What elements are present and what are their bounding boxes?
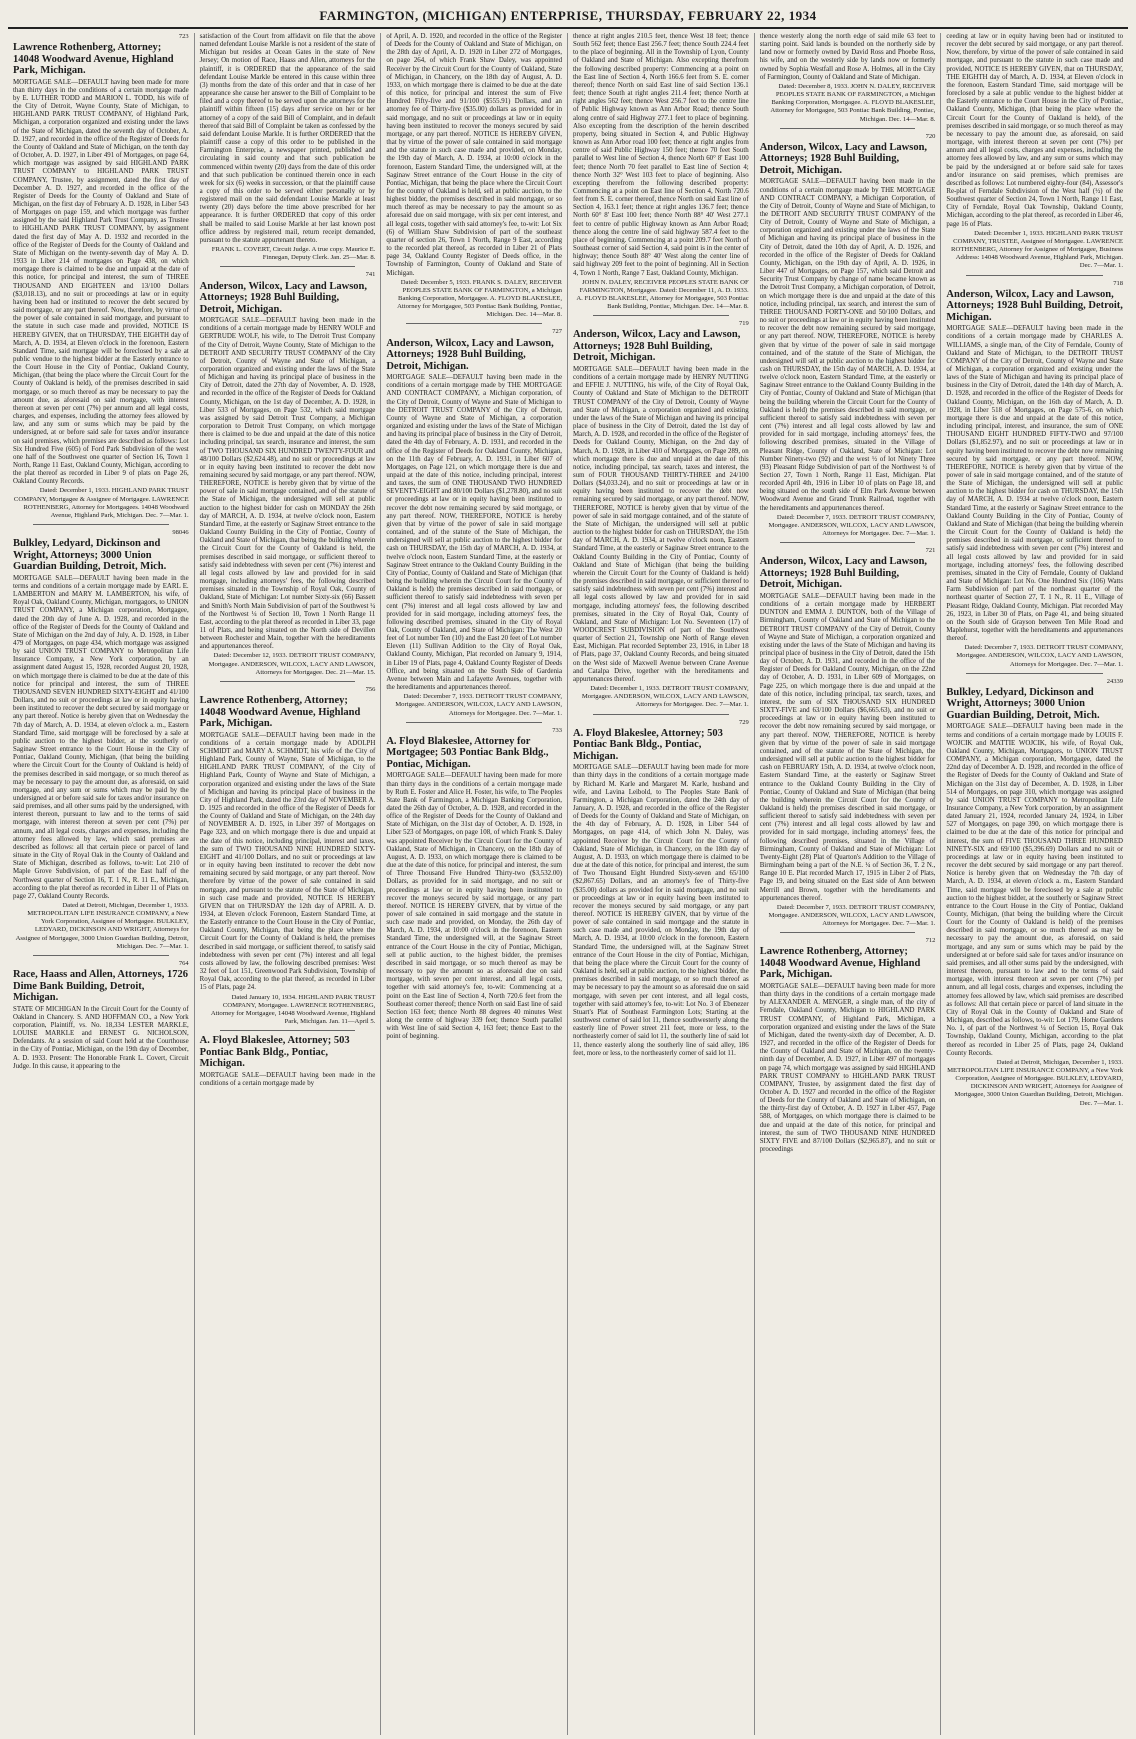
notice-heading: Lawrence Rothenberg, Attorney; 14048 Woodward Avenue, Highland Park, Michigan. [13, 42, 174, 77]
notice-body: MORTGAGE SALE—DEFAULT having been made in the conditions of a certain mortgage made by [199, 1071, 376, 1087]
notice-heading: Lawrence Rothenberg, Attorney; 14048 Woodward Avenue, Highland Park, Michigan. [199, 695, 361, 730]
notice-body: MORTGAGE SALE—DEFAULT having been made in the conditions of a certain mortgage made by ADOLPH SCHMIDT and MARY A. SCHMIDT, his wife of the City of Highland Park, County of Wayne, State of Michigan, to the HIGHLAND PARK TRUST COMPANY, of the City of Highland Park, County of Wayne and State of Michigan, a corporation organized and existing under the laws of the State of Michigan and having its principal place of business in the City of Highland Park, dated the 23rd day of NOVEMBER A. D. 1925 and recorded in the office of the Register of Deeds for the County of Oakland and State of Michigan, on the 24th day of NOVEMBER A. D. 1925, in Liber 397 of Mortgages on Page 323, and on which mortgage there is due and unpaid at the date of this notice, including principal, interest and taxes, the sum of TWO THOUSAND NINE HUNDRED SIXTY-EIGHT and 41/100 Dollars, and no suit or proceedings at law or in equity having been instituted to recover the debt now remaining secured by said mortgage, or any part thereof. Now therefore by virtue of the power of sale contained in said mortgage, and pursuant to the statute of the State of Michigan, in such case made and provided, NOTICE IS HEREBY GIVEN that on THURSDAY the 12th day of APRIL A. D. 1934, at Eleven o'clock Forenoon, Eastern Standard Time, at the Easterly entrance to the Court House in the City of Pontiac, Oakland County, Michigan, that being the place where the Circuit Court for the County of Oakland is held, the premises described in said mortgage, or sufficient thereof, to satisfy said indebtedness with seven per cent (7%) interest and all legal costs allowed by law, the following described premises: West 32 feet of Lot 151, Greenwood Park Subdivision, Township of Royal Oak, according to the plat thereof, as recorded in Liber 15 of Plats, page 24. [199, 731, 376, 992]
notice-heading: Anderson, Wilcox, Lacy and Lawson, Attorneys; 1928 Buhl Building, Detroit, Michigan. [386, 337, 554, 372]
legal-notice [573, 320, 749, 709]
notice-signature: Dated: December 7, 1933. DETROIT TRUST COMPANY, Mortgagee. ANDERSON, WILCOX, LACY AND LAWSON, Attorneys for Mortgagee. Dec. 7—Mar. 1. [956, 644, 1124, 668]
notice-number: 729 [738, 718, 749, 726]
notice-number: 756 [365, 685, 376, 693]
notice-number: 719 [738, 320, 749, 328]
notice-body: of April, A. D. 1920, and recorded in the office of the Register of Deeds for the County of Oakland and State of Michigan, on the 28th day of April, A. D. 1920 in Liber 272 of Mortgages, on page 264, of which Frank Shaw Daley, was appointed Receiver by the Circuit Court for the County of Oakland, State of Michigan, in Chancery, on the 18th day of August, A. D. 1933, on which mortgage there is claimed to be due at the date of this notice, for principal and interest the sum of Five Hundred Fifty-five and 91/100 ($555.91) Dollars, and an attorney fee of Thirty-five ($35.00) dollars as provided for in said mortgage, and no suit or proceedings at law or in equity having been instituted to recover the moneys secured by said mortgage, or any part thereof. NOTICE IS HEREBY GIVEN, that by virtue of the power of sale contained in said mortgage and the statute in such case made and provided, on Monday, the 19th day of March, A. D. 1934, at 10:00 o'clock in the forenoon, Eastern Standard Time, the undersigned will, at the Saginaw Street entrance of the Court House in the city of Pontiac, Michigan, that being the place where the Circuit Court for the county of Oakland is held, sell at public auction, to the highest bidder, the premises described in said mortgage, or so much thereof as may be necessary to pay the amount so as aforesaid due on said mortgage, with six per cent interest, and all legal costs, together with said attorney's fee, to-wit: Lot Six (6) of William Shaw Subdivision of part of the southeast quarter of section 26, Town 1 North, Range 9 East, according to the recorded plat thereof, as recorded in Liber 21 of Plats page 34, Oakland County Register of Deeds office, in the Township of Farmington, County of Oakland and State of Michigan. [386, 33, 563, 277]
notice-signature: Dated: December 1, 1933. HIGHLAND PARK TRUST COMPANY, Mortgagee & Assignee of Mortgagee. LAWRENCE ROTHENBERG, Attorney for Mortgagees. 14048 Woodward Avenue, Highland Park, Michigan. Dec. 7—Mar. 1. [13, 487, 189, 519]
notice-signature: JOHN N. DALEY, RECEIVER PEOPLES STATE BANK OF FARMINGTON, Mortgagee. Dated: December 11, A. D. 1933. A. FLOYD BLAKESLEE, Attorney for Mortgagee, 503 Pontiac Bank Building, Pontiac, Michigan. Dec. 14—Mar. 8. [576, 278, 749, 311]
notice-body: MORTGAGE SALE—DEFAULT having been made in the conditions of a certain mortgage made by THE MORTGAGE AND CONTRACT COMPANY, a Michigan corporation, of the City of Detroit, County of Wayne and State of Michigan to the DETROIT TRUST COMPANY of the City of Detroit, County of Wayne and State of Michigan, a corporation organized and existing under the laws of the State of Michigan and having its principal place of business in the City of Detroit, dated the 4th day of February, A. D. 1931, and recorded in the office of the Register of Deeds for Oakland County, Michigan, on the 11th day of February, A. D. 1931, in Liber 607 of Mortgages, on Page 121, on which mortgage there is due and unpaid at the date of this notice, including principal, interest and taxes, the sum of ONE THOUSAND TWO HUNDRED SEVENTY-EIGHT and 80/100 Dollars ($1,278.80), and no suit or proceedings at law or in equity having been instituted to recover the debt now remaining secured by said mortgage, or any part thereof. NOW, THEREFORE, NOTICE is hereby given that by virtue of the power of sale in said mortgage contained, and of the statute of the State of Michigan, the undersigned will sell at public auction to the highest bidder for cash on THURSDAY, the 15th day of MARCH, A. D. 1934, at twelve o'clock noon, Eastern Standard Time, at the easterly or Saginaw Street entrance to the Oakland County Building in the City of Pontiac, County of Oakland and State of Michigan (that being the building wherein the Circuit Court for the County of Oakland is held) the premises described in said mortgage, or sufficient thereof to satisfy said indebtedness with seven per cent (7%) interest and all legal costs allowed by law and provided for in said mortgage, including attorneys' fees, the following described premises, situated in the City of Royal Oak, County of Oakland, and State of Michigan: The West 20 feet of Lot number Ten (10) and the East 20 feet of Lot number Eleven (11) Sullivan Addition to the City of Royal Oak, Oakland County, Michigan, Plat recorded on January 9, 1914, in Liber 19 of Plats, page 4, Oakland County Register of Deeds Office, and being situated on the South Side of Gardenia Avenue between Main and Lafayette Avenues, together with the hereditaments and appurtenances thereof. [386, 374, 563, 692]
legal-notice [946, 280, 1123, 669]
notice-signature: Dated: December 1, 1933. HIGHLAND PARK TRUST COMPANY, TRUSTEE, Assignee of Mortgagee. LAWRENCE ROTHENBERG, Attorney for Assignee of Mortgagee, Business Address: 14048 Woodward Avenue, Highland Park, Michigan. Dec. 7—Mar. 1. [951, 229, 1124, 270]
notice-body: thence westerly along the north edge of said mile 63 feet to starting point. Said lands is bounded on the northerly side by land now or formerly owned by David Ross and Phoebe Ross, his wife, and on the westerly side by lands now or formerly owned by Sophia Westfall and Rose A. Holmes, all in the City of Farmington, County of Oakland and State of Michigan. [759, 33, 936, 81]
notice-divider [33, 955, 169, 956]
notice-number: 721 [925, 547, 936, 555]
legal-notice [200, 33, 376, 262]
notice-divider [220, 1030, 356, 1031]
notice-signature: Dated: December 7, 1933. DETROIT TRUST COMPANY, Mortgagee. ANDERSON, WILCOX, LACY AND LAWSON, Attorneys for Mortgagee. Dec. 7—Mar. 1. [768, 903, 936, 928]
notice-signature: Dated: December 7, 1933. DETROIT TRUST COMPANY, Mortgagee. ANDERSON, WILCOX, LACY AND LAWSON, Attorneys for Mortgagee. Dec. 7—Mar. 1. [768, 513, 936, 538]
notice-divider [780, 542, 916, 543]
column-5 [755, 33, 942, 1735]
notice-number: 98046 [172, 529, 189, 537]
notice-number: 733 [552, 726, 563, 734]
notice-body: MORTGAGE SALE—DEFAULT having been made in the terms and conditions of a certain mortgage made by LOUIS F. WOJCIK and MATTIE WOJCIK, his wife, of Royal Oak, Oakland County, Michigan, Mortgagors, to UNION TRUST COMPANY, a Michigan corporation, Mortgagee, dated the 22nd day of December A. D. 1928, and recorded in the office of the Register of Deeds for the County of Oakland and State of Michigan on the 31st day of December, A. D. 1928, in Liber 514 of Mortgages, on page 310, which mortgage was assigned by said UNION TRUST COMPANY to Metropolitan Life Insurance Company, a New York corporation, by an assignment dated January 21, 1924, recorded January 24, 1924, in Liber 527 of Mortgages, on page 390, on which mortgage there is claimed to be due at the date of this notice for principal and interest, the sum of FIVE THOUSAND THREE HUNDRED NINETY-SIX and 69/100 ($5,396.69) Dollars and no suit or proceedings at law or in equity having been instituted to recover the debt secured by said mortgage or any part thereof. Notice is hereby given that on Wednesday the 7th day of March, A. D. 1934, at eleven o'clock a. m., Eastern Standard Time, said mortgage will be foreclosed by a sale at public auction to the highest bidder, at the southerly or Saginaw Street entrance to the Court House in the City of Pontiac, Oakland County, Michigan, (that being the building where the Circuit Court for the County of Oakland is held) of the premises described in said mortgage, or so much thereof as may be necessary to pay the amount due, as aforesaid, on said mortgage, and any sum or sums which may be paid by the undersigned at or before said sale for taxes and/or insurance on said premises, and all other sums paid by the undersigned, with interest thereon, pursuant to law and to the terms of said mortgage, with interest thereon at seven per cent (7%) per annum, and all legal costs, charges and expenses, including the attorney fees allowed by law, which said premises are described as follows: All that certain piece or parcel of land situate in the City of Royal Oak in the County of Oakland and State of Michigan, described as follows, to-wit: Lot 179, Home Gardens No. 1, of part of the Northwest ¼ of Section 15, Royal Oak Township, Oakland County, Michigan, according to the plat thereof as recorded in Liber 25 of Plats, page 24, Oakland County Records. [946, 723, 1124, 1057]
notice-signature: Dated at Detroit, Michigan, December 1, 1933. METROPOLITAN LIFE INSURANCE COMPANY, a New York Corporation, Assignee of Mortgagee. BULKLEY, LEDYARD, DICKINSON AND WRIGHT, Attorneys for Assignee of Mortgagee, 3000 Union Guardian Building, Detroit, Michigan. Dec. 7—Mar. 1. [15, 902, 189, 950]
notice-divider [780, 932, 916, 933]
notice-signature: Dated at Detroit, Michigan, December 1, 1933. METROPOLITAN LIFE INSURANCE COMPANY, a New York Corporation, Assignee of Mortgagee. BULKLEY, LEDYARD, DICKINSON AND WRIGHT, Attorneys for Assignee of Mortgagee, 3000 Union Guardian Building, Detroit, Michigan. Dec. 7—Mar. 1. [947, 1058, 1124, 1107]
notice-heading: A. Floyd Blakeslee, Attorney; 503 Pontiac Bank Bldg., Pontiac, Michigan. [573, 727, 723, 762]
notice-heading: Bulkley, Ledyard, Dickinson and Wright, Attorneys; 3000 Union Guardian Building, Detroit, Mich. [946, 686, 1100, 721]
notice-heading: A. Floyd Blakeslee, Attorney for Mortgagee; 503 Pontiac Bank Bldg., Pontiac, Michigan. [386, 735, 549, 770]
legal-notice [200, 686, 376, 1026]
notice-signature: Dated: December 12, 1933. DETROIT TRUST COMPANY, Mortgagee. ANDERSON, WILCOX, LACY AND LAWSON, Attorneys for Mortgagee. Dec. 21—Mar. 15. [208, 652, 376, 676]
notice-signature: Dated: December 7, 1933. DETROIT TRUST COMPANY, Mortgagee. ANDERSON, WILCOX, LACY AND LAWSON, Attorneys for Mortgagee. Dec. 7—Mar. 1. [395, 693, 563, 717]
notice-heading: Anderson, Wilcox, Lacy and Lawson, Attorneys; 1928 Buhl Building, Detroit, Michigan. [946, 288, 1123, 323]
notice-body: MORTGAGE SALE—DEFAULT having been made in the conditions of a certain mortgage made by HENRY WOLF and GERTRUDE WOLF, his wife, to The Detroit Trust Company of the City of Detroit, Wayne County, State of Michigan to the DETROIT AND SECURITY TRUST COMPANY of the City of Detroit, County of Wayne and State of Michigan, a corporation organized and existing under the laws of the State of Michigan and having its principal place of business in the City of Detroit, dated the 27th day of November, A. D. 1928, and recorded in the office of the Register of Deeds for Oakland County, Michigan, on the 1st day of December, A. D. 1928, in Liber 533 of Mortgages, on Page 532, which said mortgage was assigned by said Detroit Trust Company, a Michigan corporation to Detroit Trust Company, on which mortgage there is claimed to be due and unpaid at the date of this notice including principal, tax search, insurance and interest, the sum of TWO THOUSAND SIX HUNDRED TWENTY-FOUR and 48/100 Dollars ($2,624.48), and no suit or proceedings at law or in equity having been instituted to recover the debt now remaining secured by said mortgage, or any part thereof. NOW, THEREFORE, NOTICE is hereby given that by virtue of the power of sale in said mortgage contained, and of the statute of the State of Michigan, the undersigned will sell at public auction to the highest bidder for cash on MONDAY the 26th day of MARCH, A. D. 1934, at twelve o'clock noon, Eastern Standard Time, at the easterly or Saginaw Street entrance to the Oakland County Building in the City of Pontiac, County of Oakland and State of Michigan, that being the building wherein the Circuit Court for the County of Oakland is held, the premises described in said mortgage, or sufficient thereof to satisfy said indebtedness with seven per cent (7%) interest and all legal costs allowed by law and provided for in said mortgage, including attorneys' fees, the following described premises situated in the Township of Royal Oak, County of Oakland, State of Michigan: Lot number Sixty-six (66) Bassett and Smith's North Main Subdivision of part of the Southwest ¼ of the Northwest ¼ of Section 10, Town 1 North Range 11 East, according to the plat thereof as recorded in Liber 33, page 11 of Plats, and being situated on the North side of Devillen between Rochester and Main, together with the hereditaments and appurtenances thereof. [199, 317, 376, 651]
notice-heading: Lawrence Rothenberg, Attorney; 14048 Woodward Avenue, Highland Park, Michigan. [759, 946, 921, 981]
notice-divider [593, 714, 729, 715]
notice-signature: Dated: December 8, 1933. JOHN N. DALEY, RECEIVER PEOPLES STATE BANK OF FARMINGTON, a Michigan Banking Corporation, Mortgagee. A. FLOYD BLAKESLEE, Attorney for Mortgagee, 503 Pontiac Bank Building, Pontiac, Michigan. Dec. 14—Mar. 8. [770, 82, 936, 123]
notice-divider [780, 128, 916, 129]
notice-divider [406, 722, 542, 723]
notice-body: MORTGAGE SALE—DEFAULT having been made for more than thirty days in the conditions of a certain mortgage made by E. LUTHER TODD and MARION L. TODD, his wife of the City of Detroit, Wayne County, State of Michigan, to HIGHLAND PARK TRUST COMPANY, of Highland Park, Michigan, a corporation organized and existing under the laws of the State of Michigan, dated the seventh day of October, A. D. 1927, and recorded in the office of the Register of Deeds for the County of Oakland and State of Michigan, on the tenth day of October, A. D. 1927, in Liber 491 of Mortgages, on page 64, which mortgage was assigned by said HIGHLAND PARK TRUST COMPANY to HIGHLAND PARK TRUST COMPANY, Trustee, by assignment, dated the first day of December A. D. 1927, and recorded in the office of the Register of Deeds for the County of Oakland and State of Michigan, on the first day of February A. D. 1928, in Liber 543 of Mortgages on page 159, and which mortgage was further assigned by the said Highland Park Trust Company, as Trustee to HIGHLAND PARK TRUST COMPANY, by assignment dated the first day of May A. D. 1932 and recorded in the office of the Register of Deeds for the County of Oakland and State of Michigan on the twenty-seventh day of May A. D. 1933 in Liber 214 of mortgages on Page 438, on which mortgage there is claimed to be due and unpaid at the date of this notice, for principal and interest, the sum of THREE THOUSAND AND EIGHTEEN and 13/100 Dollars ($3,018.13), and no suit or proceedings at law or in equity having been had or instituted to recover the debt secured by said mortgage, or any part thereof. Now, therefore, by virtue of the power of sale contained in said mortgage, and pursuant to the statute in such case made and provided, NOTICE IS HEREBY GIVEN, that on THURSDAY, THE EIGHTH day of March, A. D. 1934, at Eleven o'clock in the forenoon, Eastern Standard Time, said mortgage will be foreclosed by a sale at public vendue to the highest bidder at the Easterly entrance to the Court House in the City of Pontiac, Oakland County, Michigan, (that being the place where the Circuit Court for the County of Oakland is held), of the premises described in said mortgage, or so much thereof as may be necessary to pay the amount due, as aforesaid on said mortgage, with interest thereon at seven per cent (7%) per annum and all legal costs, charges, and expenses, including the attorney fees allowed by law, and any sum or sums which may be paid by the undersigned, at or before said sale for taxes and/or insurance on said premises, which premises are described as follows: Lot Six Hundred Five (605) of Ford Park Subdivision of the west one half of the Southwest one quarter of Section 16, Town 1 North, Range 11 East, Oakland County, Michigan, according to the plat thereof as recorded in Liber 9 of plats on Page 26, Oakland County Records. [13, 78, 189, 486]
legal-notice [386, 727, 562, 1042]
legal-notice [200, 271, 376, 677]
notice-number: 712 [925, 937, 936, 945]
notice-number: 741 [365, 271, 376, 279]
notice-body: ceeding at law or in equity having been had or instituted to recover the debt secured by said mortgage, or any part thereof. Now, therefore, by virtue of the power of sale contained in said mortgage, and pursuant to the statute in such case made and provided, NOTICE IS HEREBY GIVEN, that on THURSDAY, THE EIGHTH day of March, A. D. 1934, at Eleven o'clock in the forenoon, Eastern Standard Time, said mortgage will be foreclosed by a sale at public vendue to the highest bidder at the Easterly entrance to the Court House in the City of Pontiac, Oakland County, Michigan, (that being the place where the Circuit Court for the County of Oakland is held), of the premises described in said mortgage, or so much thereof as may be necessary to pay the amount due, as aforesaid, on said mortgage, with interest thereon at seven per cent (7%) per annum and all legal costs, charges and expenses, including the attorney fees allowed by law, and any sum or sums which may be paid by the undersigned at or before said sale for taxes and/or insurance on said premises, which premises are described as follows: Lot numbered eighty-four (84), Assessor's Re-plat of Ferndale Subdivision of the West half (½) of the Southwest quarter of Section 24, Town 1 North, Range 11 East, City of Ferndale, Royal Oak Township, Oakland County, Michigan, according to the plat thereof, as recorded in Liber 46, page 16 of Plats. [946, 33, 1124, 228]
notice-divider [966, 673, 1103, 674]
legal-notice [200, 1035, 376, 1088]
notice-heading: Anderson, Wilcox, Lacy and Lawson, Attorneys; 1928 Buhl Building, Detroit, Michigan. [759, 556, 928, 591]
notice-heading: A. Floyd Blakeslee, Attorney; 503 Pontiac Bank Bldg., Pontiac, Michigan. [199, 1035, 350, 1070]
legal-notice [386, 33, 562, 319]
notice-body: MORTGAGE SALE—DEFAULT having been made in the conditions of a certain mortgage made by HENRY NUTTING and EFFIE J. NUTTING, his wife, of the City of Royal Oak, County of Oakland and State of Michigan to the DETROIT TRUST COMPANY of the City of Detroit, County of Wayne and State of Michigan, a corporation organized and existing under the laws of the State of Michigan and having its principal place of business in the City of Detroit, dated the 1st day of March, A. D. 1928, and recorded in the office of the Register of Deeds for Oakland County, Michigan, on the 2nd day of March, A. D. 1928, in Liber 410 of Mortgages, on Page 289, on which mortgage there is due and unpaid at the date of this notice, including principal, tax search, taxes and interest, the sum of FOUR THOUSAND THIRTY-THREE and 24/100 Dollars ($4,033.24), and no suit or proceedings at law or in equity having been instituted to recover the debt now remaining secured by said mortgage, or any part thereof. NOW, THEREFORE, NOTICE is hereby given that by virtue of the power of sale in said mortgage contained, and of the statute of the State of Michigan, the undersigned will sell at public auction to the highest bidder for cash on THURSDAY, the 15th day of MARCH, A. D. 1934, at twelve o'clock noon, Eastern Standard Time, at the easterly or Saginaw Street entrance to the Oakland County Building in the City of Pontiac, County of Oakland and State of Michigan (that being the building wherein the Circuit Court for the County of Oakland is held) the premises described in said mortgage, or sufficient thereof to satisfy said indebtedness with seven per cent (7%) interest and all legal costs allowed by law and provided for in said mortgage, including attorneys' fees, the following described premises, situated in the City of Royal Oak, County of Oakland, and State of Michigan: Lot No. Seventeen (17) of WOODCREST SUBDIVISION of part of the Southwest quarter of Section 21, Township one North of Range eleven East, Michigan. Plat recorded September 23, 1916, in Liber 18 of Plats, page 37, Oakland County Records, and being situated on the West side of Maxwell Avenue between Crane Avenue and Catalpa Drive, together with the hereditaments and appurtenances thereof. [573, 365, 749, 683]
notice-number: 720 [925, 132, 936, 140]
notice-number: 24339 [1106, 677, 1124, 685]
column-2 [195, 33, 382, 1735]
notice-divider [406, 323, 542, 324]
legal-notice [946, 678, 1123, 1108]
legal-notice [13, 529, 189, 951]
notice-number: 718 [1113, 279, 1124, 287]
notice-divider [593, 315, 729, 316]
notice-body: STATE OF MICHIGAN In the Circuit Court for the County of Oakland in Chancery. S. AND HOFFMAN CO., a New York corporation, Plaintiff, vs. No. 18,334 LESTER MARKLE, LOUISE MARKLE and ERNEST G. NICHOLSON, Defendants. At a session of said Court held at the Courthouse in the City of Pontiac, Michigan, on the 19th day of December, A. D. 1933. Present: The Honorable Frank L. Covert, Circuit Judge. In this cause, it appearing to the [13, 1005, 189, 1070]
legal-notice [760, 937, 936, 1154]
notice-signature: FRANK L. COVERT, Circuit Judge. A true copy. Maurice E. Finnegan, Deputy Clerk. Jan. 25—Mar. 8. [211, 246, 376, 262]
notice-heading: Anderson, Wilcox, Lacy and Lawson, Attorneys; 1928 Buhl Building, Detroit, Michigan. [759, 141, 928, 176]
notice-body: MORTGAGE SALE—DEFAULT having been made in the conditions of a certain mortgage made by CHARLES A. WILLIAMS, a single man, of the City of Ferndale, County of Oakland and State of Michigan, to the DETROIT TRUST COMPANY of the City of Detroit, County of Wayne and State of Michigan, a corporation organized and existing under the laws of the State of Michigan and having its principal place of business in the City of Detroit, dated the 14th day of March, A. D. 1928, and recorded in the office of the Register of Deeds for Oakland County, Michigan, on the 16th day of March, A. D. 1928, in Liber 518 of Mortgages, on Page 575-6, on which mortgage there is due and unpaid at the date of this notice, including principal, interest, and insurance, the sum of ONE THOUSAND EIGHT HUNDRED FIFTY-TWO and 97/100 Dollars ($1,852.97), and no suit or proceedings at law or in equity having been instituted to recover the debt now remaining secured by said mortgage, or any part thereof. NOW, THEREFORE, NOTICE is hereby given that by virtue of the power of sale in said mortgage contained, and of the statute of the State of Michigan, the undersigned will sell at public auction to the highest bidder for cash on THURSDAY, the 15th day of MARCH, A. D. 1934 at twelve o'clock noon, Eastern Standard Time, at the easterly or Saginaw Street entrance to the Oakland County Building in the City of Pontiac, County of Oakland and State of Michigan (that being the building wherein the Circuit Court for the County of Oakland is held) the premises described in said mortgage, or sufficient thereof to satisfy said indebtedness with seven per cent (7%) interest and all legal costs allowed by law and provided for in said mortgage, including attorneys' fees, the following described premises, situated in the City of Ferndale, County of Oakland and State of Michigan: Lot No. One Hundred Six (106) Watts Farm Subdivision of part of the northeast quarter of the northeast quarter of Section 27, T. 1 N., R. 11 E., Village of Pleasant Ridge, Oakland County, Michigan. Plat recorded May 26, 1923, in Liber 30 of Plats, on Page 41, and being situated on the South side of Grayson between Ten Mile Road and Maplehurst, together with the hereditaments and appurtenances thereof. [946, 325, 1124, 643]
legal-notice [760, 547, 936, 928]
notice-signature: Dated: December 1, 1933. DETROIT TRUST COMPANY, Mortgagee. ANDERSON, WILCOX, LACY AND LAWSON, Attorneys for Mortgagee. Dec. 7—Mar. 1. [581, 685, 749, 709]
notice-body: MORTGAGE SALE—DEFAULT having been made for more than thirty days in the conditions of a certain mortgage made by ALEXANDER A. MENGER, a single man, of the city of Ferndale, Oakland County, Michigan to HIGHLAND PARK TRUST COMPANY, of Highland Park, Michigan, a corporation organized and existing under the laws of the State of Michigan, dated the twenty-sixth day of December, A. D. 1927, and recorded in the office of the Register of Deeds for the County of Oakland and State of Michigan, on the twenty-ninth day of December, A. D. 1927, in Liber 497 of mortgages on page 74, which mortgage was assigned by said HIGHLAND PARK TRUST COMPANY to HIGHLAND PARK TRUST COMPANY, Trustee, by assignment dated the first day of October A. D. 1927 and recorded in the office of the Register of Deeds for the County of Oakland and State of Michigan, on the thirty-first day of October, A. D. 1927 in Liber 457, Page 588, of Mortgages, on which mortgage there is claimed to be due and unpaid at the date of this notice, for principal and interest, the sum of TWO THOUSAND NINE HUNDRED SIXTY FIVE and 87/100 Dollars ($2,965.87), and no suit or proceedings [759, 982, 936, 1154]
notice-heading: Anderson, Wilcox, Lacy and Lawson, Attorneys; 1928 Buhl Building, Detroit, Michigan. [573, 329, 741, 364]
legal-notice [386, 328, 562, 717]
notice-heading: Anderson, Wilcox, Lacy and Lawson, Attorneys; 1928 Buhl Building, Detroit, Michigan. [199, 280, 368, 315]
notice-signature: Dated January 10, 1934. HIGHLAND PARK TRUST COMPANY, Mortgagee. LAWRENCE ROTHENBERG, Attorney for Mortgagee, 14048 Woodward Avenue, Highland Park, Michigan. Jan. 11—April 5. [210, 993, 376, 1026]
notice-divider [220, 266, 356, 267]
notice-divider [220, 681, 356, 682]
column-3 [381, 33, 568, 1735]
legal-notice [13, 960, 189, 1071]
notice-body: thence at right angles 210.5 feet, thence West 18 feet; thence South 562 feet; thence East 256.7 feet; thence South 224.4 feet to the place of beginning. All in the Township of Lyon, County of Oakland and State of Michigan. Also excepting therefrom the following described property: Commencing at a point on the East line of Section 4, North 166.6 feet from S. E. corner thereof; thence North on said East line of said Section 136.1 feet; thence South at right angles 211.4 feet; thence North at right angles 562 feet; thence West 256.7 feet to the centre line of Public Highway known as Ann Arbor Road; thence South along centre of said Highway 277.1 feet to place of beginning. Also excepting from the description of the herein described property, being situated in Section 4, and Public Highway known as Ann Arbor road 100 feet; thence at right angles from centre of said Public Highway 150 feet; thence 70 feet South parallel to West line of Section 4, thence North 60° 8' East 100 feet; thence North 70 feet parallel to East line of Section 4; thence North 32° West 103 feet to place of beginning. Also excepting therefrom the following described property: Commencing at a point on East line of Section 4, North 720.6 feet from S. E. corner thereof, thence North on said East line of Section 4, 163.1 feet; thence at right angles 136.7 feet; thence North 60° 8' East 100 feet; thence North 88° 40' West 277.1 feet to centre of public Highway known as Ann Arbor Road; thence along the centre line of said highway 587.4 feet to the place of beginning. Commencing at a point 209.7 feet North of Southeast corner of said Section 4, said point is in the center of highway; thence South 88° 40' West along the center line of said highway 209 feet to the point of beginning. All in Section 4, Town 1 North, Range 7 East, Oakland County, Michigan. [573, 33, 749, 277]
notice-body: MORTGAGE SALE—DEFAULT having been made in the conditions of a certain mortgage made by THE MORTGAGE AND CONTRACT COMPANY, a Michigan Corporation, of the City of Detroit, County of Wayne and State of Michigan, to the DETROIT AND SECURITY TRUST COMPANY of the City of Detroit, County of Wayne and State of Michigan, a corporation organized and existing under the laws of the State of Michigan and having its principal place of business in the City of Detroit, dated the 10th day of April, A. D. 1926, and recorded in the office of the Register of Deeds for Oakland County, Michigan, on the 19th day of April, A. D. 1926, in Liber 447 of Mortgages, on Page 157, which said Detroit and Security Trust Company by change of name became known as the Detroit Trust Company, a Michigan corporation, of Detroit, on which mortgage there is due and unpaid at the date of this notice, including principal, tax search, and interest the sum of THREE THOUSAND FORTY-ONE and 50/100 Dollars, and no suit or proceedings at law or in equity having been instituted to recover the debt now remaining secured by said mortgage, or any part thereof. NOW, THEREFORE, NOTICE is hereby given that by virtue of the power of sale in said mortgage contained, and of the statute of the State of Michigan, the undersigned will sell at public auction to the highest bidder for cash on THURSDAY, the 15th day of MARCH, A. D. 1934, at twelve o'clock noon, Eastern Standard Time, at the easterly or Saginaw Street entrance to the Oakland County Building in the City of Pontiac, County of Oakland and State of Michigan (that being the building wherein the Circuit Court for the County of Oakland is held) the premises described in said mortgage, or sufficient thereof to satisfy said indebtedness with seven per cent (7%) interest and all legal costs allowed by law and provided for in said mortgage, including attorneys' fees, the following described premises, situated in the Village of Pleasant Ridge, County of Oakland, State of Michigan: Lot Number Ninety-two (92) and the west ½ of lot Ninety Three (93) Pleasant Ridge Subdivision of part of the Northwest ¼ of Section 27, Town 1 North, Range 11 East, Michigan. Plat recorded April 4th, 1916 in Liber 10 of plats on Page 18, and being situated on the south side of Elm Park Avenue between Woodward Avenue and Grand Trunk Railroad, together with the hereditaments and appurtenances thereof. [759, 178, 936, 512]
notice-number: 727 [552, 328, 563, 336]
legal-notice [946, 33, 1123, 271]
notice-body: MORTGAGE SALE—DEFAULT having been made in the terms and conditions of a certain mortgage made by EARL E. LAMBERTON and MARY M. LAMBERTON, his wife, of Royal Oak, Oakland County, Michigan, mortgagors, to UNION TRUST COMPANY, a Michigan corporation, Mortgagee, dated the 20th day of June A. D. 1928, and recorded in the office of the Register of Deeds for the County of Oakland and State of Michigan on the 2nd day of July, A. D. 1928, in Liber 479 of Mortgages, on page 434, which mortgage was assigned by said UNION TRUST COMPANY to Metropolitan Life Insurance Company, a New York corporation, by an assignment dated August 15, 1928, recorded August 20, 1928, on which mortgage there is claimed to be due at the date of this notice for principal and interest, the sum of THREE THOUSAND SEVEN HUNDRED SIXTY-EIGHT and 41/100 Dollars, and no suit or proceedings at law or in equity having been instituted to recover the debt secured by said mortgage or any part thereof. Notice is hereby given that on Wednesday the 7th day of March, A. D. 1934, at eleven o'clock a. m., Eastern Standard Time, said mortgage will be foreclosed by a sale at public auction to the highest bidder, at the southerly or Saginaw Street entrance to the Court House in the City of Pontiac, Oakland County, Michigan, (that being the building where the Circuit Court for the County of Oakland is held) of the premises described in said mortgage, or so much thereof as may be necessary to pay the amount due, as aforesaid, on said mortgage, and any sum or sums which may be paid by the undersigned at or before said sale for taxes and/or insurance on said premises, and all other sums paid by the undersigned, with interest thereon, pursuant to law and to the terms of said mortgage, with interest thereon at seven per cent (7%) per annum, and all legal costs, charges and expenses, including the attorney fees allowed by law, which said premises are described as follows: all that certain piece or parcel of land situate in the City of Royal Oak in the County of Oakland and State of Michigan, described as follows, to-wit: Lot 210 of Maple Grove Subdivision, of part of the East half of the Northwest quarter of Section 16, T. 1 N., R. 11 E., Michigan, according to the plat thereof as recorded in Liber 11 of Plats on page 27, Oakland County Records. [13, 574, 189, 900]
legal-notice [573, 33, 749, 311]
notice-body: MORTGAGE SALE—DEFAULT having been made for more than thirty days in the conditions of a certain mortgage made by Ruth E. Foster and Alice H. Foster, his wife, to The Peoples State Bank of Farmington, a Michigan Banking Corporation, dated the 26th day of October, A. D. 1928, and recorded in the office of the Register of Deeds for the County of Oakland and State of Michigan, on the 31st day of October, A. D. 1928, in Liber 523 of Mortgages, on page 108, of which Frank S. Daley was appointed Receiver by the Circuit Court for the County of Oakland, State of Michigan, in Chancery, on the 18th day of August, A. D. 1933, on which mortgage there is claimed to be due at the date of this notice, for principal and interest, the sum of Three Thousand Five Hundred Thirty-two ($3,532.00) Dollars, as provided for in said mortgage, and no suit or proceedings at law or in equity having been instituted to recover the moneys secured by said mortgage, or any part thereof. NOTICE IS HEREBY GIVEN, that by virtue of the power of sale contained in said mortgage and the statute in such case made and provided, on Monday, the 26th day of March, A. D. 1934, at 10:00 o'clock in the forenoon, Eastern Standard Time, the undersigned will, at the Saginaw Street entrance of the Court House in the city of Pontiac, Michigan, sell at public auction, to the highest bidder, the premises described in said mortgage, or so much thereof as may be necessary to pay the amount so as aforesaid due on said mortgage, with seven per cent interest, and all legal costs, together with said attorney's fee, to-wit: Commencing at a point on the East line of Section 4, North 720.6 feet from the Southeast corner thereof; thence North on said East line of said Section 163 feet; thence North 88 degrees 40 minutes West along the centre of highway 339 feet; thence South parallel with West line of said Section 4, 163 feet; thence East to the point of beginning. [386, 772, 563, 1041]
notice-body: MORTGAGE SALE—DEFAULT having been made in the conditions of a certain mortgage made by HERBERT DUNTON and EMMA J. DUNTON, both of the Village of Birmingham, County of Oakland and State of Michigan to the DETROIT TRUST COMPANY of the City of Detroit, County of Wayne and State of Michigan, a corporation organized and existing under the laws of the State of Michigan and having its principal place of business in the City of Detroit, dated the 15th day of October, A. D. 1931, and recorded in the office of the Register of Deeds for Oakland County, Michigan, on the 22nd day of October, A. D. 1931, in Liber 609 of Mortgages, on Page 225, on which mortgage there is due and unpaid at the date of this notice, including principal, tax search, taxes, and interest, the sum of SIX THOUSAND SIX HUNDRED SIXTY-FIVE and 63/100 Dollars ($6,665.63), and no suit or proceedings at law or in equity having been instituted to recover the debt now remaining secured by said mortgage, or any part thereof. NOW, THEREFORE, NOTICE is hereby given that by virtue of the power of sale in said mortgage contained, and of the statute of the State of Michigan, the undersigned will sell at public auction to the highest bidder for cash on FEBRUARY 15th, A. D. 1934, at twelve o'clock noon, Eastern Standard Time, at the easterly or Saginaw Street entrance to the Oakland County Building in the City of Pontiac, County of Oakland and State of Michigan (that being the building wherein the Circuit Court for the County of Oakland is held) the premises described in said mortgage, or sufficient thereof to satisfy said indebtedness with seven per cent (7%) interest and all legal costs allowed by law and provided for in said mortgage, including attorneys' fees, the following described premises, situated in the Village of Birmingham, County of Oakland and State of Michigan: Lot Twenty-Eight (28) Plat of Quarton's Addition to the Village of Birmingham being a part of the N.E. ¼ of Section 36, T. 2 N., Range 10 E. Plat recorded March 17, 1915 in Liber 2 of Plats, Page 19, and being situated on the East side of Ann between Merrill and Brown, together with the hereditaments and appurtenances thereof. [759, 592, 936, 902]
notice-number: 764 [178, 959, 189, 967]
columns-container [8, 33, 1128, 1735]
legal-notice [13, 33, 189, 520]
notice-number: 723 [178, 33, 189, 40]
notice-body: satisfaction of the Court from affidavit on file that the above named defendant Louise Markle is not a resident of the state of Michigan but resides at Ocean Gates in the state of New Jersey; On motion of Race, Haass and Allen, attorneys for the plaintiff, it is ORDERED that the appearance of the said defendant Louise Markle be entered in this cause within three (3) months from the date of this order and that in case of her appearance she cause her answer to the Bill of Complaint to be filed and a copy thereof to be served upon the attorneys for the plaintiff within fifteen (15) days after service on her or her attorney of a copy of the said Bill of Complaint, and in default thereof that said Bill of Complaint be taken as confessed by the said defendant Louise Markle. It is further ORDERED that the plaintiff cause a copy of this order to be published in the Farmington Enterprise, a newspaper printed, published and circulating in said county and that such publication be commenced within twenty (20) days from the date of this order and that such publication be continued therein once in each week for six (6) weeks in succession, or that the plaintiff cause a copy of this order to be served either personally or by registered mail on the said defendant Louise Markle at least twenty (20) days before the time above prescribed for her appearance. It is further ORDERED that copy of this order shall be mailed to said Louise Markle at her last known post office address by registered mail, return receipt demanded, pursuant to the statute appurtenant thereto. [199, 33, 376, 244]
notice-body: MORTGAGE SALE—DEFAULT having been made for more than thirty days in the conditions of a certain mortgage made by Richard M. Karle and Margaret M. Karle, husband and wife, and Lavina Leibold, to The Peoples State Bank of Farmington, a Michigan Corporation, dated the 24th day of January, A. D. 1928, and recorded in the office of the Register of Deeds for the County of Oakland and State of Michigan, on the 4th day of February, A. D. 1928, in Liber 544 of Mortgages, on page 414, of which John N. Daley, was appointed Receiver by the Circuit Court for the County of Oakland, State of Michigan, in Chancery, on the 18th day of August, A. D. 1933, on which mortgage there is claimed to be due at the date of this notice, for principal and interest, the sum of Two Thousand Eight Hundred Sixty-seven and 65/100 ($2,867.65) Dollars, and an attorney's fee of Thirty-five ($35.00) dollars as provided for in said mortgage, and no suit or proceedings at law or in equity having been instituted to recover the moneys secured by said mortgage, or any part thereof. NOTICE IS HEREBY GIVEN, that by virtue of the power of sale contained in said mortgage and the statute in such case made and provided, on Monday, the 19th day of March, A. D. 1934, at 10:00 o'clock in the forenoon, Eastern Standard Time, the undersigned will, at the Saginaw Street entrance of the Court House in the city of Pontiac, Michigan, that being the place where the Circuit Court for the county of Oakland is held, sell at public auction, to the highest bidder, the premises described in said mortgage, or so much thereof as may be necessary to pay the amount so as aforesaid due on said mortgage, with seven per cent interest, and all legal costs, together with said attorney's fee, to-wit: Lot No. 3 of Ebenezer Stuart's Plat of Southeast Farmington Lots; Starting at the southwest corner of said lot 11, thence southwesterly along the easterly line of Power street 211 feet, more or less, to the northeasterly corner of said lot 11, the southerly line of said lot 11, thence easterly along the southerly line of said alley, 186 feet, more or less, to the northeasterly corner of said lot 11. [573, 764, 749, 1057]
notice-signature: Dated: December 5, 1933. FRANK S. DALEY, RECEIVER PEOPLES STATE BANK OF FARMINGTON, a Michigan Banking Corporation, Mortgagee. A. FLOYD BLAKESLEE, Attorney for Mortgagee, 503 Pontiac Bank Building, Pontiac, Michigan. Dec. 14—Mar. 8. [397, 278, 563, 319]
page-masthead: FARMINGTON, (MICHIGAN) ENTERPRISE, THURSDAY, FEBRUARY 22, 1934 [8, 6, 1128, 29]
legal-notice [760, 33, 936, 124]
notice-heading: Race, Haass and Allen, Attorneys, 1726 Dime Bank Building, Detroit, Michigan. [13, 969, 189, 1004]
legal-notice [573, 719, 749, 1058]
notice-heading: Bulkley, Ledyard, Dickinson and Wright, Attorneys; 3000 Union Guardian Building, Detroit, Mich. [13, 538, 167, 573]
notice-divider [33, 524, 169, 525]
legal-notice [760, 133, 936, 539]
column-1 [8, 33, 195, 1735]
notice-divider [966, 275, 1103, 276]
column-6 [941, 33, 1128, 1735]
column-4 [568, 33, 755, 1735]
